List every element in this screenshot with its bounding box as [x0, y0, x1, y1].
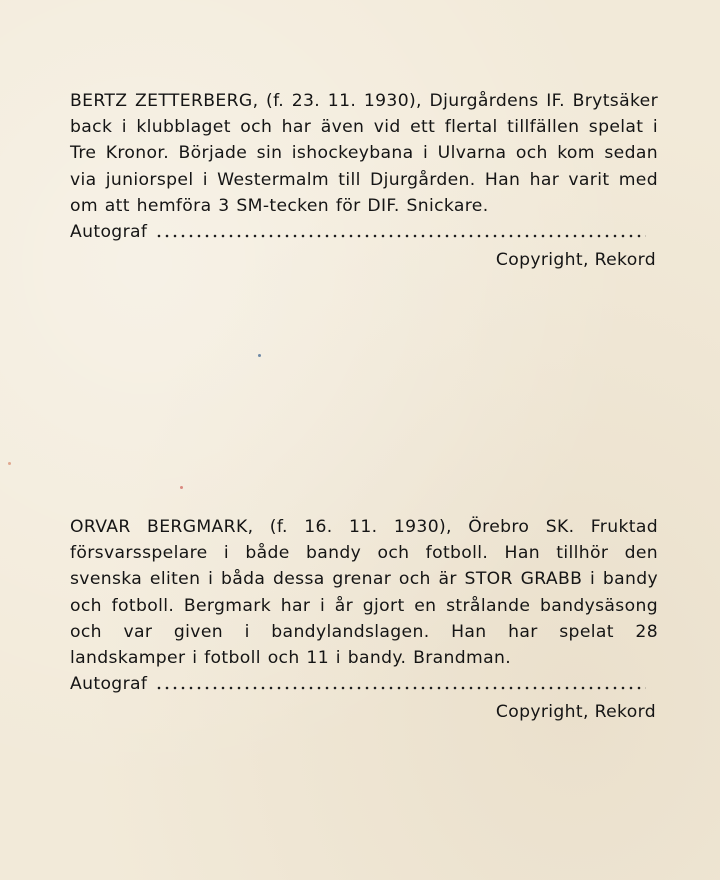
- copyright-credit: Copyright, Rekord: [495, 250, 656, 271]
- paper-speck: [180, 486, 183, 489]
- player-card-bertz-zetterberg: [70, 88, 658, 273]
- player-card-orvar-bergmark: [70, 514, 658, 726]
- autograph-dotted-line: [155, 233, 646, 239]
- autograph-label: Autograf: [70, 674, 148, 695]
- paper-speck: [258, 354, 261, 357]
- player-bio-text: BERTZ ZETTERBERG, (f. 23. 11. 1930), Djurgårdens IF. Brytsäker back i klubblaget och har även vid ett flertal tillfällen spelat i Tre Kronor. Började sin ishockeybana i Ulvarna och kom sedan via juniorspel i Westermalm till Djurgården. Han har varit med om att hemföra 3 SM-tecken för DIF. Snickare.: [70, 91, 658, 216]
- autograph-label: Autograf: [70, 222, 148, 243]
- autograph-dotted-line: [155, 685, 646, 691]
- paper-speck: [8, 462, 11, 465]
- autograph-line: [70, 219, 658, 245]
- player-bio-text: ORVAR BERGMARK, (f. 16. 11. 1930), Örebro SK. Fruktad försvarsspelare i både bandy och fotboll. Han tillhör den svenska eliten i båda dessa grenar och är STOR GRABB i bandy och fotboll. Bergmark har i år gjort en strålande bandysäsong och var given i bandylandslagen. Han har spelat 28 landskamper i fotboll och 11 i bandy. Brandman.: [70, 517, 658, 669]
- autograph-line: [70, 671, 658, 697]
- copyright-credit: Copyright, Rekord: [495, 702, 656, 723]
